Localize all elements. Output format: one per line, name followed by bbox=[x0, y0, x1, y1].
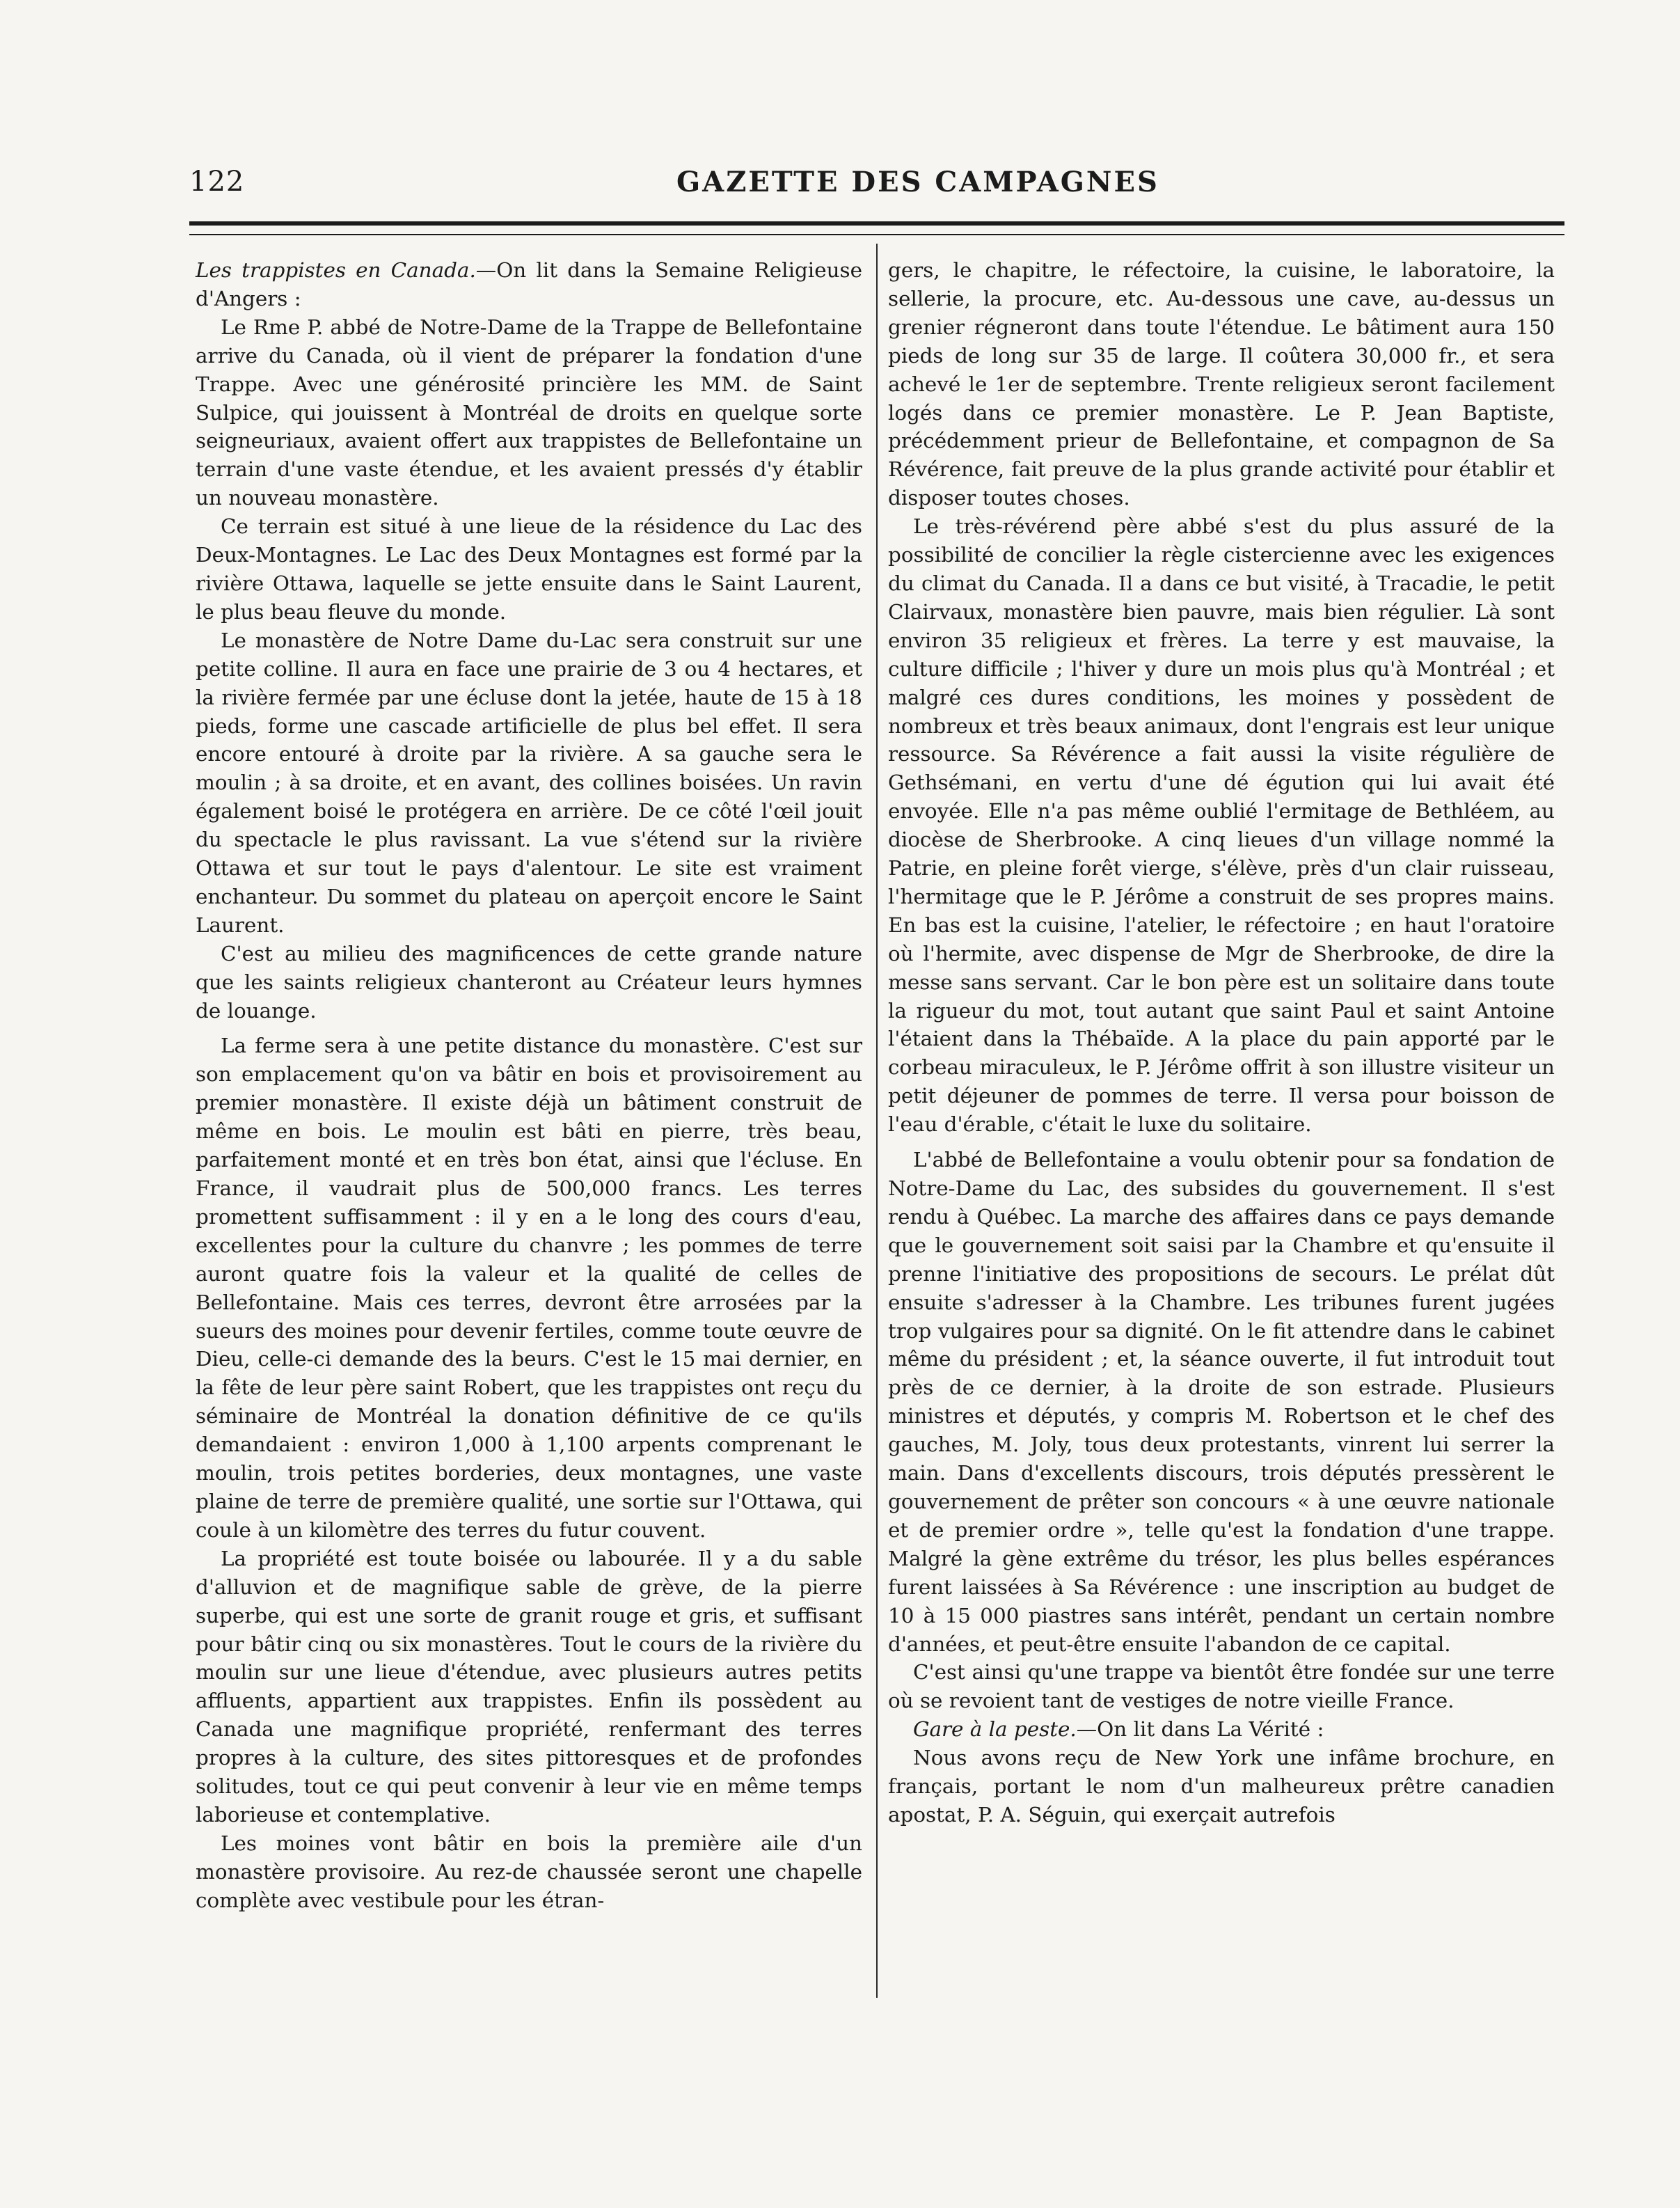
article-heading: Les trappistes en Canada. bbox=[196, 258, 476, 282]
header-rule-thick bbox=[189, 221, 1564, 226]
left-paragraph-2: Ce terrain est situé à une lieue de la résidence du Lac des Deux-Montagnes. Le Lac des Deux Montagnes est formé par la rivière Ottawa, laquelle se jette ensuite dans le Saint Laurent, le plus beau fleuve du monde. bbox=[196, 514, 862, 624]
page-number: 122 bbox=[189, 166, 245, 198]
right-paragraph-4: C'est ainsi qu'une trappe va bientôt être fondée sur une terre où se revoient tant de vestiges de notre vieille France. bbox=[888, 1660, 1555, 1713]
header-rule-thin bbox=[189, 234, 1564, 235]
left-paragraph-5: La ferme sera à une petite distance du monastère. C'est sur son emplacement qu'on va bâtir en bois et provisoirement au premier monastère. Il existe déjà un bâtiment construit de même en bois. Le moulin est bâti en pierre, très beau, parfaitement monté et en très bon état, ainsi que l'écluse. En France, il vaudrait plus de 500,000 francs. Les terres promettent suffisamment : il y en a le long des cours d'eau, excellentes pour la culture du chanvre ; les pommes de terre auront quatre fois la valeur et la qualité de celles de Bellefontaine. Mais ces terres, devront être arrosées par la sueurs des moines pour devenir fertiles, comme toute œuvre de Dieu, celle-ci demande des la beurs. C'est le 15 mai dernier, en la fête de leur père saint Robert, que les trappistes ont reçu du séminaire de Montréal la donation définitive de ce qu'ils demandaient : environ 1,000 à 1,100 arpents comprenant le moulin, trois petites borderies, deux montagnes, une vaste plaine de terre de première qualité, une sortie sur l'Ottawa, qui coule à un kilomètre des terres du futur couvent. bbox=[196, 1034, 862, 1542]
right-paragraph-2: Le très-révérend père abbé s'est du plus assuré de la possibilité de concilier la règle cistercienne avec les exigences du climat du Canada. Il a dans ce but visité, à Tracadie, le petit Clairvaux, monastère bien pauvre, mais bien régulier. Là sont environ 35 religieux et frères. La terre y est mauvaise, la culture difficile ; l'hiver y dure un mois plus qu'à Montréal ; et malgré ces dures conditions, les moines y possèdent de nombreux et très beaux animaux, dont l'engrais est leur unique ressource. Sa Révérence a fait aussi la visite régulière de Gethsémani, en vertu d'une dé égution qui lui avait été envoyée. Elle n'a pas même oublié l'ermitage de Bethléem, au diocèse de Sherbrooke. A cinq lieues d'un village nommé la Patrie, en pleine forêt vierge, s'élève, près d'un clair ruisseau, l'hermitage que le P. Jérôme a construit de ses propres mains. En bas est la cuisine, l'atelier, le réfectoire ; en haut l'oratoire où l'hermite, avec dispense de Mgr de Sherbrooke, de dire la messe sans servant. Car le bon père est un solitaire dans toute la rigueur du mot, tout autant que saint Paul et saint Antoine l'étaient dans la Thébaïde. A la place du pain apporté par le corbeau miraculeux, le P. Jérôme offrit à son illustre visiteur un petit déjeuner de pommes de terre. Il versa pour boisson de l'eau d'érable, c'était le luxe du solitaire. bbox=[888, 514, 1555, 1137]
article-intro bbox=[196, 256, 862, 313]
second-article-intro-rest: —On lit dans La Vérité : bbox=[1076, 1717, 1324, 1742]
page-header bbox=[189, 166, 1564, 207]
running-title: GAZETTE DES CAMPAGNES bbox=[676, 166, 1159, 198]
left-paragraph-4: C'est au milieu des magnificences de cette grande nature que les saints religieux chanteront au Créateur leurs hymnes de louange. bbox=[196, 941, 862, 1023]
article-intro-rest: —On lit dans la Semaine Religieuse d'Angers : bbox=[196, 258, 862, 310]
left-paragraph-6: La propriété est toute boisée ou labourée. Il y a du sable d'alluvion et de magnifique sable de grève, de la pierre superbe, qui est une sorte de granit rouge et gris, et suffisant pour bâtir cinq ou six monastères. Tout le cours de la rivière du moulin sur une lieue d'étendue, avec plusieurs autres petits affluents, appartient aux trappistes. Enfin ils possèdent au Canada une magnifique propriété, renfermant des terres propres à la culture, des sites pittoresques et de profondes solitudes, tout ce qui peut convenir à leur vie en même temps laborieuse et contemplative. bbox=[196, 1546, 862, 1827]
second-article-heading: Gare à la peste. bbox=[913, 1717, 1077, 1742]
second-article-intro bbox=[888, 1715, 1555, 1744]
right-column bbox=[888, 256, 1555, 1829]
right-paragraph-1: gers, le chapitre, le réfectoire, la cuisine, le laboratoire, la sellerie, la procure, etc. Au-dessous une cave, au-dessus un grenier régneront dans toute l'étendue. Le bâtiment aura 150 pieds de long sur 35 de large. Il coûtera 30,000 fr., et sera achevé le 1er de septembre. Trente religieux seront facilement logés dans ce premier monastère. Le P. Jean Baptiste, précédemment prieur de Bellefontaine, et compagnon de Sa Révérence, fait preuve de la plus grande activité pour établir et disposer toutes choses. bbox=[888, 258, 1555, 510]
left-paragraph-7: Les moines vont bâtir en bois la première aile d'un monastère provisoire. Au rez-de chaussée seront une chapelle complète avec vestibule pour les étran- bbox=[196, 1831, 862, 1912]
right-paragraph-5: Nous avons reçu de New York une infâme brochure, en français, portant le nom d'un malheureux prêtre canadien apostat, P. A. Séguin, qui exerçait autrefois bbox=[888, 1746, 1555, 1827]
left-paragraph-3: Le monastère de Notre Dame du-Lac sera construit sur une petite colline. Il aura en face une prairie de 3 ou 4 hectares, et la rivière fermée par une écluse dont la jetée, haute de 15 à 18 pieds, forme une cascade artificielle de plus bel effet. Il sera encore entouré à droite par la rivière. A sa gauche sera le moulin ; à sa droite, et en avant, des collines boisées. Un ravin également boisé le protégera en arrière. De ce côté l'œil jouit du spectacle le plus ravissant. La vue s'étend sur la rivière Ottawa et sur tout le pays d'alentour. Le site est vraiment enchanteur. Du sommet du plateau on aperçoit encore le Saint Laurent. bbox=[196, 628, 862, 937]
left-paragraph-1: Le Rme P. abbé de Notre-Dame de la Trappe de Bellefontaine arrive du Canada, où il vient de préparer la fondation d'une Trappe. Avec une générosité princière les MM. de Saint Sulpice, qui jouissent à Montréal de droits en quelque sorte seigneuriaux, avaient offert aux trappistes de Bellefontaine un terrain d'une vaste étendue, et les avaient pressés d'y établir un nouveau monastère. bbox=[196, 315, 862, 510]
left-column bbox=[196, 256, 862, 1915]
column-divider bbox=[876, 244, 878, 1998]
right-paragraph-3: L'abbé de Bellefontaine a voulu obtenir pour sa fondation de Notre-Dame du Lac, des subsides du gouvernement. Il s'est rendu à Québec. La marche des affaires dans ce pays demande que le gouvernement soit saisi par la Chambre et qu'ensuite il prenne l'initiative des propositions de secours. Le prélat dût ensuite s'adresser à la Chambre. Les tribunes furent jugées trop vulgaires pour sa dignité. On le fit attendre dans le cabinet même du président ; et, la séance ouverte, il fut introduit tout près de ce dernier, à la droite de son estrade. Plusieurs ministres et députés, y compris M. Robertson et le chef des gauches, M. Joly, tous deux protestants, vinrent lui serrer la main. Dans d'excellents discours, trois députés pressèrent le gouvernement de prêter son concours « à une œuvre nationale et de premier ordre », telle qu'est la fondation d'une trappe. Malgré la gène extrême du trésor, les plus belles espérances furent laissées à Sa Révérence : une inscription au budget de 10 à 15 000 piastres sans intérêt, pendant un certain nombre d'années, et peut-être ensuite l'abandon de ce capital. bbox=[888, 1148, 1555, 1656]
